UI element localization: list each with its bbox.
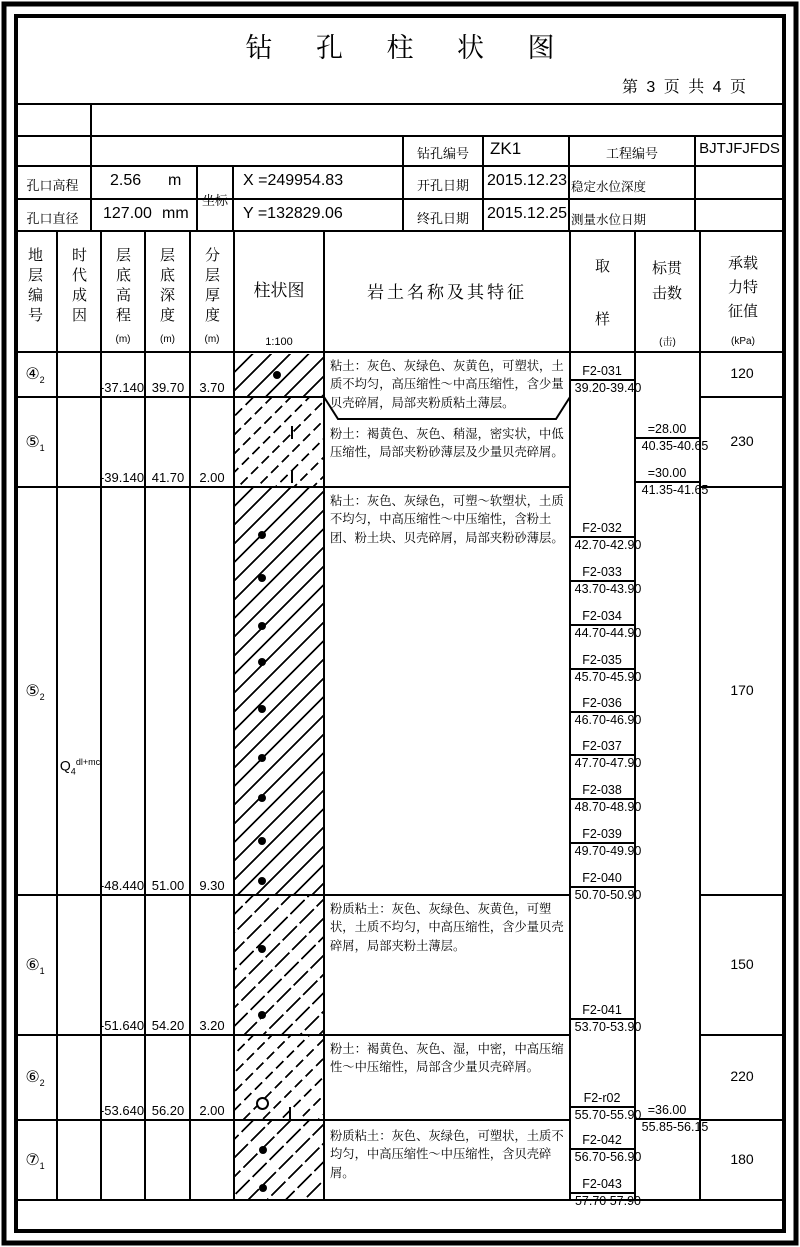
hatch-dot <box>259 1146 267 1154</box>
water-date-label: 测量水位日期 <box>571 213 647 227</box>
sample-id: F2-041 <box>570 1004 634 1020</box>
sample-entry <box>570 565 642 596</box>
header-bottom-depth: 层底深度 <box>158 247 175 327</box>
sample-depth-range: 55.70-55.90 <box>574 1108 642 1122</box>
bottom-elevation: -53.640 <box>99 1103 145 1118</box>
header-thickness: 分层厚度 <box>203 247 220 327</box>
hatch-dot <box>258 1011 266 1019</box>
stratum-description: 粉质粘土：灰色、灰绿色，可塑状，土质不均匀，中高压缩性～中压缩性，含贝壳碎屑。 <box>330 1129 564 1180</box>
stratum-description: 粉土：褐黄色、灰色、湿，中密，中高压缩性～中压缩性，局部含少量贝壳碎屑。 <box>330 1042 564 1075</box>
project-no-value: BJTJFJFDS <box>699 140 780 157</box>
start-date-value: 2015.12.23 <box>487 172 568 189</box>
sample-depth-range: 53.70-53.90 <box>574 1020 642 1034</box>
sample-entry <box>570 521 642 552</box>
layer-thickness: 9.30 <box>199 878 225 893</box>
header-unit-elevation: (m) <box>115 334 131 345</box>
sample-depth-range: 46.70-46.90 <box>574 713 642 727</box>
header-sampling: 取样 <box>593 258 610 364</box>
sample-depth-range: 39.20-39.40 <box>574 381 642 395</box>
hatch-dot <box>258 658 266 666</box>
sample-id: F2-038 <box>570 784 634 800</box>
spt-depth-range: 40.35-40.65 <box>641 439 709 453</box>
sample-entry <box>570 653 642 684</box>
header-column-scale: 1:100 <box>265 336 293 348</box>
lithology-hatch-silt <box>235 398 323 486</box>
layer-thickness: 2.00 <box>199 1103 225 1118</box>
spt-value: =28.00 <box>635 423 699 439</box>
hole-elevation-label: 孔口高程 <box>26 178 79 193</box>
lithology-hatch-silty-clay <box>235 1121 323 1199</box>
hatch-dot <box>259 1184 267 1192</box>
sample-depth-range: 42.70-42.90 <box>574 538 642 552</box>
stratum-number: $⑤_1$ <box>25 432 45 454</box>
hatch-dot <box>258 705 266 713</box>
stratum-description: 粘土：灰色、灰绿色，可塑～软塑状，土质不均匀，中高压缩性～中压缩性，含粉土团、粉土块、贝壳碎屑，局部夹粉砂薄层。 <box>330 494 564 545</box>
bearing-capacity-value: 150 <box>730 956 754 972</box>
hatch-open-circle <box>256 1097 269 1110</box>
sample-id: F2-042 <box>570 1134 634 1150</box>
sample-depth-range: 47.70-47.90 <box>574 756 642 770</box>
hatch-dot <box>258 754 266 762</box>
sample-id: F2-034 <box>570 610 634 626</box>
sample-entry <box>570 696 642 727</box>
water-depth-label: 稳定水位深度 <box>571 180 647 194</box>
sample-depth-range: 43.70-43.90 <box>574 582 642 596</box>
lithology-hatch-silty-clay <box>235 896 323 1034</box>
sample-id: F2-043 <box>570 1178 634 1194</box>
header-unit-spt: (击) <box>659 337 676 348</box>
sample-entry <box>570 739 642 770</box>
hatch-dot <box>273 371 281 379</box>
stratum-number: $⑤_2$ <box>25 681 45 703</box>
bearing-capacity-value: 170 <box>730 682 754 698</box>
coordinate-y: Y =132829.06 <box>243 205 343 222</box>
hatch-dot <box>258 945 266 953</box>
sample-depth-range: 44.70-44.90 <box>574 626 642 640</box>
borehole-no-label: 钻孔编号 <box>416 146 469 161</box>
sample-depth-range: 56.70-56.90 <box>574 1150 642 1164</box>
hole-elevation-value: 2.56 <box>110 172 142 189</box>
sample-id: F2-035 <box>570 654 634 670</box>
header-unit-depth: (m) <box>160 334 175 345</box>
stratum-number: $⑥_2$ <box>25 1067 45 1089</box>
layer-thickness: 2.00 <box>199 470 225 485</box>
header-unit-thickness: (m) <box>204 334 220 345</box>
spt-entry <box>635 422 709 453</box>
sample-depth-range: 49.70-49.90 <box>574 844 642 858</box>
end-date-value: 2015.12.25 <box>487 205 568 222</box>
sample-depth-range: 45.70-45.90 <box>574 670 642 684</box>
bearing-capacity-value: 120 <box>730 365 754 381</box>
layer-thickness: 3.70 <box>199 380 225 395</box>
header-unit-bearing: (kPa) <box>731 336 755 347</box>
coordinate-label: 坐标 <box>201 193 228 208</box>
page-number: 第 3 页 共 4 页 <box>621 79 749 96</box>
sample-entry <box>570 1133 642 1164</box>
hole-diameter-unit: mm <box>162 205 189 222</box>
hatch-tick <box>291 426 293 439</box>
hatch-dot <box>258 531 266 539</box>
header-bearing: 承载力特征值 <box>727 255 758 320</box>
sample-entry <box>570 1177 642 1208</box>
header-bottom-elevation: 层底高程 <box>114 247 131 327</box>
bearing-capacity-value: 220 <box>730 1068 754 1084</box>
sample-entry <box>570 1003 642 1034</box>
hole-diameter-value: 127.00 <box>103 205 152 222</box>
stratum-number: $⑦_1$ <box>25 1150 45 1172</box>
bearing-capacity-value: 230 <box>730 433 754 449</box>
spt-value: =30.00 <box>635 467 699 483</box>
stratum-description: 粉质粘土：灰色、灰绿色、灰黄色，可塑状，土质不均匀，中高压缩性，含少量贝壳碎屑，局部夹粉土薄层。 <box>330 902 564 953</box>
hatch-dot <box>258 837 266 845</box>
sample-id: F2-040 <box>570 872 634 888</box>
header-column-diagram: 柱状图 <box>253 281 305 300</box>
sample-id: F2-036 <box>570 697 634 713</box>
sample-id: F2-033 <box>570 566 634 582</box>
header-description: 岩土名称及其特征 <box>367 283 527 302</box>
hole-elevation-unit: m <box>168 172 182 189</box>
bottom-elevation: -37.140 <box>99 380 145 395</box>
sample-id: F2-037 <box>570 740 634 756</box>
bottom-elevation: -48.440 <box>99 878 145 893</box>
bottom-depth: 41.70 <box>151 470 185 485</box>
sample-entry <box>570 827 642 858</box>
hatch-dot <box>258 877 266 885</box>
start-date-label: 开孔日期 <box>416 178 469 193</box>
layer-thickness: 3.20 <box>199 1018 225 1033</box>
hole-diameter-label: 孔口直径 <box>26 211 79 226</box>
hatch-tick <box>289 1107 291 1120</box>
sample-depth-range: 57.70 57.90 <box>574 1194 642 1208</box>
bottom-depth: 51.00 <box>151 878 185 893</box>
bottom-depth: 39.70 <box>151 380 185 395</box>
sample-entry <box>570 783 642 814</box>
stratum-description: 粉土：褐黄色、灰色、稍湿，密实状，中低压缩性，局部夹粉砂薄层及少量贝壳碎屑。 <box>330 427 564 460</box>
header-spt: 标贯击数 <box>651 260 682 302</box>
stratum-description: 粘土：灰色、灰绿色、灰黄色，可塑状，土质不均匀，高压缩性～中高压缩性，含少量贝壳碎屑，局部夹粉质粘土薄层。 <box>330 359 564 410</box>
project-no-label: 工程编号 <box>605 146 658 161</box>
sample-id: F2-032 <box>570 522 634 538</box>
hatch-dot <box>258 574 266 582</box>
spt-depth-range: 55.85-56.15 <box>641 1120 709 1134</box>
spt-depth-range: 41.35-41.65 <box>641 483 709 497</box>
spt-value: =36.00 <box>635 1104 699 1120</box>
header-stratum-no: 地层编号 <box>26 247 43 327</box>
bearing-capacity-value: 180 <box>730 1151 754 1167</box>
page-title: 钻 孔 柱 状 图 <box>245 33 573 63</box>
hatch-dot <box>258 794 266 802</box>
bottom-depth: 54.20 <box>151 1018 185 1033</box>
sample-id: F2-039 <box>570 828 634 844</box>
borehole-no-value: ZK1 <box>490 139 522 158</box>
sample-entry <box>570 871 642 902</box>
spt-entry <box>635 1103 709 1134</box>
spt-entry <box>635 466 709 497</box>
lithology-hatch-silt <box>235 1036 323 1119</box>
sample-depth-range: 48.70-48.90 <box>574 800 642 814</box>
bottom-depth: 56.20 <box>151 1103 185 1118</box>
header-era: 时代成因 <box>70 247 87 327</box>
bottom-elevation: -39.140 <box>99 470 145 485</box>
era-genesis-label: $Q_4^{dl+mc}$ <box>59 757 101 777</box>
hatch-dot <box>258 622 266 630</box>
bottom-elevation: -51.640 <box>99 1018 145 1033</box>
stratum-number: $⑥_1$ <box>25 955 45 977</box>
sample-entry <box>570 1091 642 1122</box>
hatch-tick <box>291 470 293 483</box>
sample-id: F2-r02 <box>570 1092 634 1108</box>
sample-entry <box>570 609 642 640</box>
lithology-hatch-clay <box>235 488 323 894</box>
sample-entry <box>570 364 642 395</box>
stratum-number: $④_2$ <box>25 364 45 386</box>
sample-depth-range: 50.70-50.90 <box>574 888 642 902</box>
sample-id: F2-031 <box>570 365 634 381</box>
coordinate-x: X =249954.83 <box>243 172 344 189</box>
end-date-label: 终孔日期 <box>416 211 469 226</box>
